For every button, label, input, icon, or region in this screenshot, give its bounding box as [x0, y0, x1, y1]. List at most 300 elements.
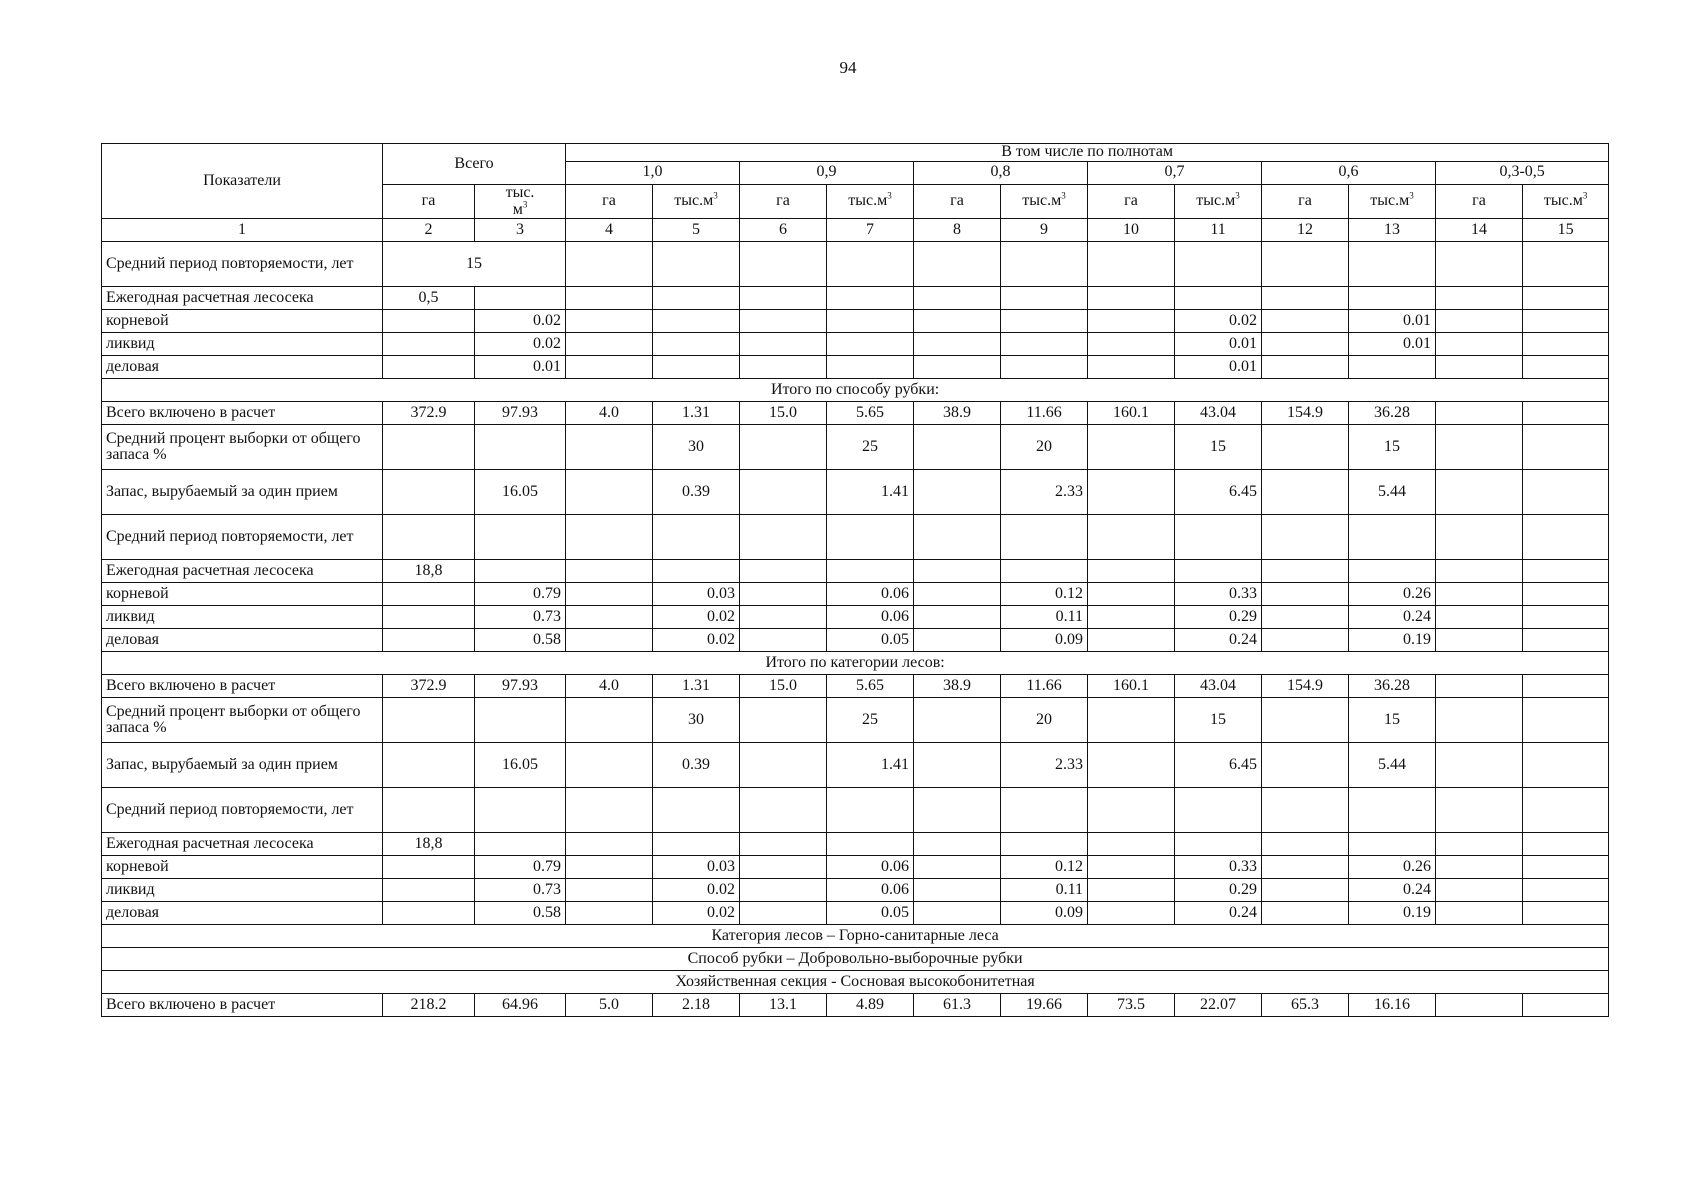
header-total: Всего: [383, 144, 566, 185]
cell-value: 0.29: [1175, 879, 1262, 902]
table-body: [102, 242, 1609, 1017]
cell-value: [383, 310, 475, 333]
row-label: Ежегодная расчетная лесосека: [102, 560, 383, 583]
header-total-thous-m3: тыс. $м^3$: [475, 184, 566, 219]
column-number-cell: 7: [827, 219, 914, 242]
table-row: [102, 515, 1609, 560]
column-numbers-row: [102, 219, 1609, 242]
cell-value: [1349, 356, 1436, 379]
cell-value: 5.0: [566, 994, 653, 1017]
table-row: [102, 948, 1609, 971]
cell-value: [1001, 242, 1088, 287]
table-row: [102, 606, 1609, 629]
cell-value: 15: [383, 242, 566, 287]
cell-value: 0.01: [1349, 333, 1436, 356]
column-number-cell: 5: [653, 219, 740, 242]
cell-value: [653, 560, 740, 583]
cell-value: [1436, 902, 1523, 925]
table-row: [102, 470, 1609, 515]
cell-value: 15: [1175, 698, 1262, 743]
cell-value: [914, 310, 1001, 333]
cell-value: [1262, 902, 1349, 925]
cell-value: 11.66: [1001, 402, 1088, 425]
cell-value: [1001, 515, 1088, 560]
row-label: Средний процент выборки от общего запаса %: [102, 425, 383, 470]
cell-value: 372.9: [383, 402, 475, 425]
cell-value: [566, 743, 653, 788]
cell-value: [1001, 356, 1088, 379]
cell-value: [914, 560, 1001, 583]
cell-value: 0.02: [653, 606, 740, 629]
cell-value: [1175, 515, 1262, 560]
cell-value: [566, 856, 653, 879]
cell-value: 1.41: [827, 743, 914, 788]
column-number-cell: 14: [1436, 219, 1523, 242]
cell-value: 0.06: [827, 856, 914, 879]
row-label: Средний процент выборки от общего запаса %: [102, 698, 383, 743]
section-heading: Способ рубки – Добровольно-выборочные рубки: [102, 948, 1609, 971]
cell-value: [566, 833, 653, 856]
cell-value: [653, 287, 740, 310]
cell-value: [1436, 402, 1523, 425]
column-number-cell: 4: [566, 219, 653, 242]
cell-value: 372.9: [383, 675, 475, 698]
cell-value: [475, 788, 566, 833]
section-heading: Итого по способу рубки:: [102, 379, 1609, 402]
cell-value: 160.1: [1088, 675, 1175, 698]
cell-value: 0.02: [475, 310, 566, 333]
cell-value: 0.19: [1349, 629, 1436, 652]
cell-value: [914, 856, 1001, 879]
cell-value: [1436, 629, 1523, 652]
cell-value: 0.02: [475, 333, 566, 356]
cell-value: [740, 743, 827, 788]
cell-value: [1436, 310, 1523, 333]
cell-value: [740, 629, 827, 652]
cell-value: [1001, 287, 1088, 310]
cell-value: 16.05: [475, 743, 566, 788]
row-label: Всего включено в расчет: [102, 994, 383, 1017]
cell-value: 25: [827, 425, 914, 470]
cell-value: [566, 583, 653, 606]
row-label: Запас, вырубаемый за один прием: [102, 470, 383, 515]
cell-value: [1436, 333, 1523, 356]
header-unit-thous-m3: $тыс.м^3$: [1001, 184, 1088, 219]
cell-value: [1523, 698, 1609, 743]
cell-value: [383, 788, 475, 833]
cell-value: 0.06: [827, 606, 914, 629]
cell-value: 0.19: [1349, 902, 1436, 925]
cell-value: [1523, 902, 1609, 925]
row-label: деловая: [102, 902, 383, 925]
cell-value: [383, 333, 475, 356]
cell-value: 0.02: [653, 629, 740, 652]
cell-value: [1088, 515, 1175, 560]
table-row: [102, 925, 1609, 948]
row-label: Средний период повторяемости, лет: [102, 515, 383, 560]
cell-value: [1436, 356, 1523, 379]
cell-value: [566, 606, 653, 629]
cell-value: [1088, 698, 1175, 743]
cell-value: [383, 470, 475, 515]
cell-value: 22.07: [1175, 994, 1262, 1017]
cell-value: [383, 515, 475, 560]
cell-value: [1088, 606, 1175, 629]
cell-value: [740, 425, 827, 470]
table-row: [102, 242, 1609, 287]
cell-value: [740, 788, 827, 833]
cell-value: 0.06: [827, 583, 914, 606]
cell-value: [383, 606, 475, 629]
cell-value: [1523, 675, 1609, 698]
cell-value: [914, 743, 1001, 788]
cell-value: [383, 583, 475, 606]
cell-value: [1523, 515, 1609, 560]
cell-value: 30: [653, 698, 740, 743]
cell-value: [566, 698, 653, 743]
cell-value: [1436, 994, 1523, 1017]
cell-value: [1088, 856, 1175, 879]
header-density-0-6: 0,6: [1262, 161, 1436, 184]
cell-value: [1436, 743, 1523, 788]
header-unit-ha: га: [914, 184, 1001, 219]
cell-value: [827, 242, 914, 287]
cell-value: [1349, 788, 1436, 833]
row-label: Средний период повторяемости, лет: [102, 242, 383, 287]
cell-value: [566, 356, 653, 379]
table-row: [102, 402, 1609, 425]
cell-value: [383, 743, 475, 788]
column-number-cell: 6: [740, 219, 827, 242]
column-number-cell: 13: [1349, 219, 1436, 242]
header-unit-thous-m3: $тыс.м^3$: [1349, 184, 1436, 219]
header-density-0-8: 0,8: [914, 161, 1088, 184]
cell-value: [1088, 470, 1175, 515]
cell-value: [827, 333, 914, 356]
cell-value: [914, 242, 1001, 287]
cell-value: 5.44: [1349, 743, 1436, 788]
cell-value: [827, 560, 914, 583]
cell-value: [475, 833, 566, 856]
cell-value: 0.73: [475, 879, 566, 902]
cell-value: [1262, 788, 1349, 833]
cell-value: [653, 356, 740, 379]
cell-value: [1436, 675, 1523, 698]
table-row: [102, 629, 1609, 652]
cell-value: [1001, 560, 1088, 583]
cell-value: 0.12: [1001, 583, 1088, 606]
cell-value: 0.79: [475, 583, 566, 606]
cell-value: 61.3: [914, 994, 1001, 1017]
cell-value: [566, 560, 653, 583]
section-heading: Категория лесов – Горно-санитарные леса: [102, 925, 1609, 948]
cell-value: [1523, 356, 1609, 379]
cell-value: [914, 698, 1001, 743]
cell-value: [1088, 333, 1175, 356]
cell-value: [914, 606, 1001, 629]
cell-value: [1349, 515, 1436, 560]
cell-value: [1262, 833, 1349, 856]
cell-value: 18,8: [383, 560, 475, 583]
cell-value: 4.89: [827, 994, 914, 1017]
cell-value: 5.65: [827, 675, 914, 698]
column-number-cell: 12: [1262, 219, 1349, 242]
cell-value: [1523, 856, 1609, 879]
cell-value: [1436, 515, 1523, 560]
cell-value: 36.28: [1349, 675, 1436, 698]
cell-value: 1.31: [653, 675, 740, 698]
cell-value: 16.05: [475, 470, 566, 515]
cell-value: [1262, 515, 1349, 560]
cell-value: [914, 788, 1001, 833]
cell-value: [1436, 287, 1523, 310]
cell-value: [653, 242, 740, 287]
header-indicators: Показатели: [102, 144, 383, 219]
cell-value: [1088, 560, 1175, 583]
header-unit-thous-m3: $тыс.м^3$: [827, 184, 914, 219]
cell-value: [1262, 356, 1349, 379]
cell-value: [653, 788, 740, 833]
table-row: [102, 902, 1609, 925]
cell-value: [1262, 583, 1349, 606]
cell-value: [827, 833, 914, 856]
cell-value: [1001, 833, 1088, 856]
header-unit-ha: га: [566, 184, 653, 219]
cell-value: 0.39: [653, 470, 740, 515]
cell-value: 0.24: [1175, 902, 1262, 925]
row-label: деловая: [102, 629, 383, 652]
cell-value: [1088, 629, 1175, 652]
cell-value: [1523, 743, 1609, 788]
cell-value: [827, 356, 914, 379]
cell-value: 25: [827, 698, 914, 743]
cell-value: 0.05: [827, 629, 914, 652]
cell-value: 43.04: [1175, 675, 1262, 698]
cell-value: [1349, 287, 1436, 310]
cell-value: [566, 470, 653, 515]
cell-value: 160.1: [1088, 402, 1175, 425]
cell-value: [1436, 698, 1523, 743]
cell-value: [653, 333, 740, 356]
cell-value: 0.29: [1175, 606, 1262, 629]
cell-value: 0.26: [1349, 856, 1436, 879]
cell-value: [827, 515, 914, 560]
cell-value: [1088, 356, 1175, 379]
cell-value: 6.45: [1175, 470, 1262, 515]
cell-value: [740, 902, 827, 925]
cell-value: [1262, 743, 1349, 788]
forest-cutting-table: [101, 143, 1609, 1017]
table-row: [102, 310, 1609, 333]
row-label: Средний период повторяемости, лет: [102, 788, 383, 833]
cell-value: 0.39: [653, 743, 740, 788]
cell-value: [1523, 629, 1609, 652]
cell-value: [740, 470, 827, 515]
cell-value: 4.0: [566, 675, 653, 698]
header-density-1-0: 1,0: [566, 161, 740, 184]
cell-value: [740, 287, 827, 310]
cell-value: 97.93: [475, 675, 566, 698]
table-row: [102, 425, 1609, 470]
cell-value: 65.3: [1262, 994, 1349, 1017]
cell-value: [914, 425, 1001, 470]
table-row: [102, 698, 1609, 743]
header-unit-ha: га: [740, 184, 827, 219]
cell-value: [1001, 310, 1088, 333]
cell-value: [740, 310, 827, 333]
header-unit-ha: га: [1262, 184, 1349, 219]
cell-value: 0.01: [1349, 310, 1436, 333]
cell-value: [1523, 287, 1609, 310]
cell-value: 0.58: [475, 902, 566, 925]
cell-value: [1262, 333, 1349, 356]
table-row: [102, 560, 1609, 583]
row-label: деловая: [102, 356, 383, 379]
header-density-0-3-0-5: 0,3-0,5: [1436, 161, 1609, 184]
cell-value: 18,8: [383, 833, 475, 856]
cell-value: 0.79: [475, 856, 566, 879]
cell-value: [1088, 743, 1175, 788]
cell-value: [566, 629, 653, 652]
column-number-cell: 9: [1001, 219, 1088, 242]
cell-value: [827, 788, 914, 833]
cell-value: 97.93: [475, 402, 566, 425]
row-label: корневой: [102, 856, 383, 879]
table-row: [102, 994, 1609, 1017]
cell-value: [1523, 788, 1609, 833]
cell-value: [1088, 287, 1175, 310]
cell-value: [1436, 856, 1523, 879]
cell-value: 20: [1001, 425, 1088, 470]
header-unit-ha: га: [1436, 184, 1523, 219]
cell-value: [475, 560, 566, 583]
section-heading: Итого по категории лесов:: [102, 652, 1609, 675]
table-row: [102, 356, 1609, 379]
header-density-0-7: 0,7: [1088, 161, 1262, 184]
cell-value: 0.33: [1175, 583, 1262, 606]
cell-value: [1436, 788, 1523, 833]
header-unit-ha: га: [1088, 184, 1175, 219]
cell-value: [1088, 310, 1175, 333]
cell-value: 0.24: [1175, 629, 1262, 652]
cell-value: [740, 698, 827, 743]
cell-value: [914, 879, 1001, 902]
cell-value: 0.11: [1001, 879, 1088, 902]
cell-value: [1262, 606, 1349, 629]
table-row: [102, 333, 1609, 356]
cell-value: 15: [1349, 425, 1436, 470]
column-number-cell: 15: [1523, 219, 1609, 242]
cell-value: [1436, 583, 1523, 606]
cell-value: [475, 515, 566, 560]
cell-value: [1349, 833, 1436, 856]
cell-value: 19.66: [1001, 994, 1088, 1017]
cell-value: [1088, 425, 1175, 470]
cell-value: [914, 356, 1001, 379]
cell-value: [566, 333, 653, 356]
cell-value: [740, 606, 827, 629]
cell-value: 2.33: [1001, 470, 1088, 515]
cell-value: [1436, 879, 1523, 902]
cell-value: 0.09: [1001, 629, 1088, 652]
cell-value: 16.16: [1349, 994, 1436, 1017]
row-label: Ежегодная расчетная лесосека: [102, 287, 383, 310]
row-label: ликвид: [102, 606, 383, 629]
cell-value: 73.5: [1088, 994, 1175, 1017]
cell-value: [383, 425, 475, 470]
column-number-cell: 2: [383, 219, 475, 242]
cell-value: 0.02: [653, 879, 740, 902]
row-label: ликвид: [102, 879, 383, 902]
cell-value: 6.45: [1175, 743, 1262, 788]
cell-value: [914, 902, 1001, 925]
cell-value: [1523, 994, 1609, 1017]
cell-value: [1262, 629, 1349, 652]
cell-value: 0.26: [1349, 583, 1436, 606]
cell-value: [475, 425, 566, 470]
cell-value: [1523, 310, 1609, 333]
cell-value: 2.33: [1001, 743, 1088, 788]
cell-value: [566, 287, 653, 310]
cell-value: [1262, 242, 1349, 287]
header-unit-thous-m3: $тыс.м^3$: [653, 184, 740, 219]
cell-value: [914, 287, 1001, 310]
cell-value: [1262, 856, 1349, 879]
cell-value: [740, 515, 827, 560]
cell-value: 38.9: [914, 402, 1001, 425]
cell-value: [383, 698, 475, 743]
table-row: [102, 971, 1609, 994]
cell-value: [566, 788, 653, 833]
page-number: 94: [839, 58, 857, 77]
cell-value: [475, 287, 566, 310]
cell-value: 0.01: [475, 356, 566, 379]
row-label: Всего включено в расчет: [102, 402, 383, 425]
cell-value: [1175, 242, 1262, 287]
cell-value: [740, 242, 827, 287]
table-row: [102, 287, 1609, 310]
cell-value: [1262, 310, 1349, 333]
cell-value: [383, 879, 475, 902]
cell-value: [566, 425, 653, 470]
cell-value: [383, 902, 475, 925]
cell-value: [1436, 606, 1523, 629]
cell-value: [566, 242, 653, 287]
cell-value: [914, 629, 1001, 652]
cell-value: [1262, 560, 1349, 583]
cell-value: 0.02: [1175, 310, 1262, 333]
cell-value: 0.01: [1175, 356, 1262, 379]
cell-value: [740, 560, 827, 583]
cell-value: [1349, 560, 1436, 583]
cell-value: 36.28: [1349, 402, 1436, 425]
cell-value: [1436, 560, 1523, 583]
cell-value: 0.58: [475, 629, 566, 652]
column-number-cell: 10: [1088, 219, 1175, 242]
cell-value: [1088, 902, 1175, 925]
cell-value: [1175, 833, 1262, 856]
cell-value: [383, 356, 475, 379]
cell-value: 5.65: [827, 402, 914, 425]
cell-value: 154.9: [1262, 402, 1349, 425]
cell-value: [1001, 333, 1088, 356]
cell-value: 154.9: [1262, 675, 1349, 698]
column-number-cell: 3: [475, 219, 566, 242]
cell-value: [1523, 242, 1609, 287]
cell-value: 64.96: [475, 994, 566, 1017]
table-row: [102, 879, 1609, 902]
cell-value: 0.11: [1001, 606, 1088, 629]
